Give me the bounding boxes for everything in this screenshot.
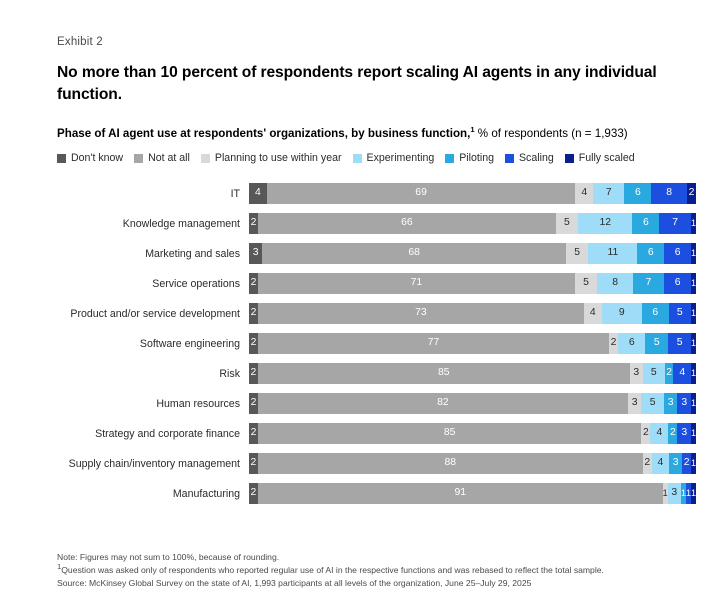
chart-bar <box>249 453 696 474</box>
chart-segment-value: 8 <box>666 187 673 199</box>
chart-row <box>57 272 696 295</box>
chart-row-label: Knowledge management <box>122 217 240 230</box>
chart-segment <box>652 453 670 474</box>
chart-segment-value: 3 <box>633 367 640 379</box>
chart-segment-value: 2 <box>610 337 617 349</box>
chart-segment-value: 2 <box>683 457 690 469</box>
chart-segment <box>691 333 696 354</box>
chart-segment <box>249 363 258 384</box>
chart-segment-value: 1 <box>690 278 696 289</box>
chart-segment <box>691 423 696 444</box>
chart-row <box>57 212 696 235</box>
legend-label: Don't know <box>71 152 124 165</box>
legend-swatch-icon <box>565 154 574 163</box>
chart-row-label: Product and/or service development <box>70 307 240 320</box>
chart-segment-value: 7 <box>645 277 652 289</box>
chart-segment <box>258 273 575 294</box>
chart-segment <box>258 303 584 324</box>
chart-segment <box>650 423 668 444</box>
chart-segment-value: 2 <box>250 427 257 439</box>
legend-item[interactable] <box>201 152 342 164</box>
chart-segment <box>643 363 665 384</box>
chart-segment-value: 73 <box>415 307 427 319</box>
chart-segment <box>593 183 624 204</box>
chart-segment-value: 69 <box>415 187 427 199</box>
chart-segment-value: 85 <box>437 367 450 379</box>
chart-segment-value: 6 <box>674 247 681 259</box>
chart-segment <box>691 393 696 414</box>
chart-segment <box>556 213 579 234</box>
chart-segment <box>597 273 633 294</box>
chart-segment-value: 2 <box>670 427 676 439</box>
chart-segment-value: 71 <box>410 277 423 289</box>
chart-segment <box>258 483 663 504</box>
chart-subtitle-bold: Phase of AI agent use at respondents' organizations, by business function, <box>57 127 471 141</box>
chart-segment <box>664 243 691 264</box>
legend-label: Scaling <box>518 152 554 165</box>
chart-segment <box>665 363 674 384</box>
chart-segment <box>632 213 659 234</box>
chart-segment <box>588 243 637 264</box>
chart-segment-value: 5 <box>676 307 683 319</box>
chart-segment-value: 5 <box>649 397 656 409</box>
chart-segment-value: 2 <box>250 337 257 349</box>
legend-item[interactable] <box>445 152 494 164</box>
chart-notes <box>57 551 604 590</box>
chart-segment <box>691 243 696 264</box>
chart-subtitle <box>57 127 696 140</box>
chart-segment-value: 6 <box>628 337 635 349</box>
chart-legend <box>57 152 696 164</box>
chart-segment-value: 1 <box>690 458 696 469</box>
stacked-bar-chart <box>57 182 696 505</box>
chart-segment <box>669 453 682 474</box>
chart-segment <box>677 393 691 414</box>
chart-segment <box>249 483 258 504</box>
chart-segment <box>643 453 652 474</box>
legend-swatch-icon <box>505 154 514 163</box>
chart-segment-value: 6 <box>642 217 649 229</box>
chart-segment-value: 68 <box>408 247 420 259</box>
chart-segment <box>682 453 691 474</box>
chart-segment <box>691 213 696 234</box>
chart-segment <box>575 273 597 294</box>
chart-bar <box>249 483 696 504</box>
chart-segment-value: 5 <box>650 367 657 379</box>
chart-row-label: Software engineering <box>139 337 240 350</box>
chart-segment-value: 1 <box>690 488 696 499</box>
chart-segment-value: 5 <box>676 337 683 349</box>
chart-segment <box>691 303 696 324</box>
chart-segment <box>691 273 696 294</box>
chart-bar <box>249 303 696 324</box>
chart-segment <box>249 273 258 294</box>
chart-row <box>57 422 696 445</box>
chart-row <box>57 242 696 265</box>
note-footnote-text: Question was asked only of respondents who reported regular use of AI in the respective functions and was rebased to reflect the total sample. <box>61 565 604 576</box>
exhibit-label: Exhibit 2 <box>57 36 103 48</box>
chart-segment <box>566 243 588 264</box>
legend-label: Not at all <box>148 152 190 165</box>
legend-label: Planning to use within year <box>214 152 342 165</box>
legend-swatch-icon <box>201 154 210 163</box>
chart-segment <box>267 183 575 204</box>
chart-segment <box>645 333 668 354</box>
chart-segment <box>249 213 258 234</box>
chart-bar <box>249 333 696 354</box>
chart-segment-value: 11 <box>607 247 619 259</box>
chart-segment-value: 4 <box>656 427 663 439</box>
chart-segment <box>258 363 630 384</box>
legend-item[interactable] <box>353 152 435 164</box>
chart-bar <box>249 273 696 294</box>
chart-segment-value: 2 <box>250 397 257 409</box>
chart-segment-value: 1 <box>690 218 696 229</box>
chart-subtitle-footnote-marker: 1 <box>470 125 475 135</box>
chart-segment-value: 1 <box>690 338 696 349</box>
chart-segment-value: 1 <box>685 488 691 499</box>
chart-segment-value: 2 <box>250 457 257 469</box>
legend-item[interactable] <box>57 152 123 164</box>
chart-segment <box>691 453 696 474</box>
chart-row <box>57 182 696 205</box>
chart-segment-value: 4 <box>679 367 686 379</box>
chart-subtitle-normal: % of respondents (n = 1,933) <box>474 127 628 141</box>
chart-segment <box>691 483 696 504</box>
chart-segment-value: 1 <box>680 488 686 499</box>
chart-segment-value: 3 <box>681 397 688 409</box>
chart-segment <box>249 423 258 444</box>
chart-segment-value: 2 <box>666 367 672 379</box>
chart-segment <box>641 393 664 414</box>
chart-segment <box>618 333 645 354</box>
chart-segment-value: 4 <box>581 187 588 199</box>
chart-segment <box>249 393 258 414</box>
note-source: Source: McKinsey Global Survey on the state of AI, 1,993 participants at all levels of the organization, June 25–July 29, 2025 <box>57 578 532 589</box>
legend-label: Fully scaled <box>578 152 635 165</box>
chart-bar <box>249 183 696 204</box>
chart-segment-value: 7 <box>605 187 612 199</box>
chart-segment-value: 2 <box>642 427 649 439</box>
chart-segment-value: 3 <box>671 487 678 499</box>
chart-segment-value: 82 <box>437 397 449 409</box>
chart-segment-value: 2 <box>250 277 257 289</box>
chart-segment-value: 4 <box>589 307 596 319</box>
legend-swatch-icon <box>57 154 66 163</box>
chart-segment-value: 88 <box>444 457 457 469</box>
chart-segment <box>628 393 642 414</box>
chart-segment <box>630 363 643 384</box>
chart-segment <box>624 183 651 204</box>
chart-segment-value: 3 <box>681 427 688 439</box>
chart-segment <box>668 483 681 504</box>
chart-segment <box>641 423 650 444</box>
chart-row-label: Supply chain/inventory management <box>68 457 240 470</box>
chart-row <box>57 362 696 385</box>
chart-segment-value: 8 <box>612 277 618 289</box>
chart-segment <box>258 333 609 354</box>
chart-segment-value: 2 <box>250 217 257 229</box>
chart-segment-value: 1 <box>690 308 696 319</box>
chart-row-label: Manufacturing <box>172 487 240 500</box>
chart-bar <box>249 393 696 414</box>
chart-row-label: Human resources <box>156 397 240 410</box>
chart-segment-value: 6 <box>647 247 654 259</box>
chart-segment-value: 6 <box>634 187 641 199</box>
chart-segment <box>642 303 669 324</box>
chart-segment-value: 85 <box>443 427 456 439</box>
chart-bar <box>249 213 696 234</box>
chart-segment-value: 6 <box>652 307 659 319</box>
chart-row-label: Risk <box>219 367 240 380</box>
chart-segment <box>258 423 641 444</box>
legend-swatch-icon <box>445 154 454 163</box>
chart-bar <box>249 423 696 444</box>
chart-segment-value: 5 <box>564 217 570 229</box>
chart-segment <box>584 303 602 324</box>
chart-segment <box>687 183 696 204</box>
chart-segment <box>258 213 556 234</box>
chart-segment-value: 9 <box>618 307 625 319</box>
chart-row <box>57 332 696 355</box>
chart-segment <box>249 243 262 264</box>
chart-segment-value: 2 <box>644 457 651 469</box>
chart-segment <box>609 333 618 354</box>
chart-segment <box>668 423 677 444</box>
chart-segment <box>659 213 691 234</box>
chart-segment-value: 4 <box>657 457 664 469</box>
chart-segment <box>669 303 691 324</box>
page-title: No more than 10 percent of respondents report scaling AI agents in any individual function. <box>57 64 657 103</box>
chart-segment-value: 77 <box>427 337 440 349</box>
note-footnote-marker: 1 <box>57 562 62 572</box>
chart-segment-value: 3 <box>631 397 638 409</box>
chart-segment <box>575 183 593 204</box>
chart-segment-value: 1 <box>690 368 696 379</box>
chart-bar <box>249 363 696 384</box>
chart-segment-value: 1 <box>690 398 696 409</box>
legend-swatch-icon <box>134 154 143 163</box>
legend-item[interactable] <box>505 152 554 164</box>
chart-segment-value: 2 <box>250 487 257 499</box>
chart-row <box>57 452 696 475</box>
note-rounding: Note: Figures may not sum to 100%, because of rounding. <box>57 552 280 563</box>
chart-segment <box>677 423 691 444</box>
chart-row-label: Service operations <box>152 277 240 290</box>
chart-segment <box>668 333 691 354</box>
chart-segment-value: 5 <box>653 337 660 349</box>
chart-segment <box>664 393 678 414</box>
chart-row <box>57 302 696 325</box>
chart-segment-value: 4 <box>255 187 261 199</box>
chart-segment-value: 1 <box>690 248 696 259</box>
legend-swatch-icon <box>353 154 362 163</box>
chart-row-label: IT <box>230 187 240 200</box>
chart-segment-value: 1 <box>662 488 668 499</box>
chart-segment-value: 2 <box>250 307 257 319</box>
chart-row <box>57 392 696 415</box>
chart-segment-value: 6 <box>674 277 681 289</box>
chart-segment <box>258 393 628 414</box>
chart-segment-value: 66 <box>401 217 413 229</box>
chart-segment <box>249 183 267 204</box>
chart-segment <box>249 453 258 474</box>
chart-segment-value: 3 <box>667 397 674 409</box>
chart-segment-value: 5 <box>583 277 589 289</box>
note-footnote-1 <box>57 564 604 577</box>
chart-segment <box>578 213 632 234</box>
legend-item[interactable] <box>565 152 635 164</box>
chart-segment <box>633 273 664 294</box>
chart-segment <box>651 183 687 204</box>
legend-label: Piloting <box>459 152 494 165</box>
legend-label: Experimenting <box>366 152 435 165</box>
chart-segment <box>637 243 664 264</box>
chart-segment <box>258 453 643 474</box>
chart-row-label: Strategy and corporate finance <box>95 427 240 440</box>
chart-segment-value: 91 <box>454 487 467 499</box>
chart-segment-value: 3 <box>672 457 679 469</box>
chart-row-label: Marketing and sales <box>145 247 240 260</box>
chart-bar <box>249 243 696 264</box>
chart-segment <box>602 303 642 324</box>
chart-segment <box>664 273 691 294</box>
chart-segment-value: 2 <box>688 187 695 199</box>
chart-segment <box>249 303 258 324</box>
chart-segment <box>691 363 696 384</box>
chart-segment-value: 3 <box>252 247 259 259</box>
chart-segment-value: 12 <box>599 217 612 229</box>
legend-item[interactable] <box>134 152 190 164</box>
chart-segment-value: 1 <box>690 428 696 439</box>
chart-segment <box>249 333 258 354</box>
chart-segment-value: 5 <box>574 247 581 259</box>
chart-segment <box>262 243 566 264</box>
chart-row <box>57 482 696 505</box>
chart-segment-value: 2 <box>250 367 257 379</box>
chart-segment-value: 7 <box>672 217 679 229</box>
chart-segment <box>673 363 691 384</box>
